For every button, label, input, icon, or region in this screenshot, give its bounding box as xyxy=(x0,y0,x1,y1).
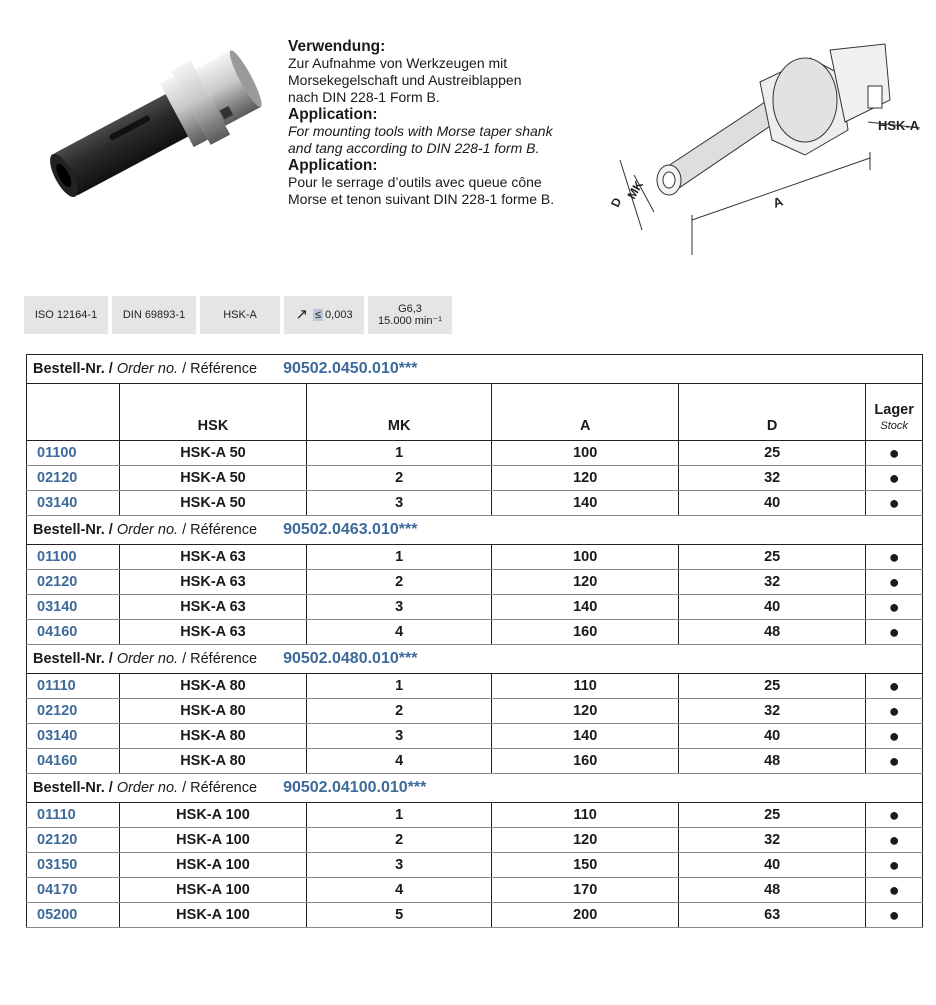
stock-indicator: ● xyxy=(866,878,923,903)
order-label-fr: / Référence xyxy=(182,780,258,796)
morse-taper: 3 xyxy=(306,491,492,516)
table-row xyxy=(27,620,923,645)
table-row xyxy=(27,466,923,491)
stock-indicator: ● xyxy=(866,853,923,878)
table-row xyxy=(27,595,923,620)
column-header: MK xyxy=(306,384,492,441)
diameter-d: 25 xyxy=(678,441,865,466)
diameter-d: 40 xyxy=(678,853,865,878)
morse-taper: 2 xyxy=(306,828,492,853)
label-a: A xyxy=(770,193,785,211)
stock-header-de: Lager xyxy=(874,402,914,418)
table-row xyxy=(27,749,923,774)
order-label-de: Bestell-Nr. / xyxy=(33,522,113,538)
article-number: 02120 xyxy=(27,466,120,491)
hsk-size: HSK-A 100 xyxy=(120,903,307,928)
runout-value: 0,003 xyxy=(325,309,353,321)
order-number: 90502.0450.010*** xyxy=(283,360,418,377)
order-group-header xyxy=(27,645,923,674)
text-fr-line: Morse et tenon suivant DIN 228-1 forme B. xyxy=(288,191,555,207)
hsk-size: HSK-A 50 xyxy=(120,441,307,466)
order-group-header xyxy=(27,355,923,384)
length-a: 110 xyxy=(492,674,679,699)
diameter-d: 25 xyxy=(678,803,865,828)
order-label-de: Bestell-Nr. / xyxy=(33,361,113,377)
morse-taper: 2 xyxy=(306,466,492,491)
hsk-size: HSK-A 80 xyxy=(120,724,307,749)
table-row xyxy=(27,878,923,903)
order-label-fr: / Référence xyxy=(182,361,258,377)
diameter-d: 48 xyxy=(678,878,865,903)
hsk-size: HSK-A 100 xyxy=(120,878,307,903)
table-row xyxy=(27,828,923,853)
spec-balance xyxy=(368,296,452,334)
order-label-en: Order no. xyxy=(116,651,179,667)
table-row xyxy=(27,724,923,749)
length-a: 120 xyxy=(492,699,679,724)
morse-taper: 3 xyxy=(306,853,492,878)
balance-grade: G6,3 xyxy=(398,303,422,315)
article-number: 01100 xyxy=(27,545,120,570)
order-label xyxy=(33,522,257,538)
heading-de: Verwendung: xyxy=(288,38,386,55)
order-label-fr: / Référence xyxy=(182,522,258,538)
morse-taper: 5 xyxy=(306,903,492,928)
table-row xyxy=(27,903,923,928)
length-a: 110 xyxy=(492,803,679,828)
article-number: 04170 xyxy=(27,878,120,903)
table-row xyxy=(27,803,923,828)
text-de-line: Morsekegelschaft und Austreiblappen xyxy=(288,72,522,88)
diameter-d: 32 xyxy=(678,828,865,853)
label-hsk: HSK-A xyxy=(878,118,920,133)
article-number: 01110 xyxy=(27,803,120,828)
order-number: 90502.0480.010*** xyxy=(283,650,418,667)
hsk-size: HSK-A 80 xyxy=(120,699,307,724)
stock-indicator: ● xyxy=(866,828,923,853)
diameter-d: 40 xyxy=(678,595,865,620)
article-number: 01110 xyxy=(27,674,120,699)
stock-indicator: ● xyxy=(866,441,923,466)
stock-indicator: ● xyxy=(866,674,923,699)
spec-badges xyxy=(24,296,452,334)
stock-indicator: ● xyxy=(866,595,923,620)
morse-taper: 4 xyxy=(306,878,492,903)
hsk-size: HSK-A 80 xyxy=(120,674,307,699)
stock-indicator: ● xyxy=(866,620,923,645)
morse-taper: 2 xyxy=(306,570,492,595)
order-label-fr: / Référence xyxy=(182,651,258,667)
runout-lte: ≤ xyxy=(315,309,322,321)
stock-indicator: ● xyxy=(866,570,923,595)
text-de-line: Zur Aufnahme von Werkzeugen mit xyxy=(288,55,508,71)
diameter-d: 25 xyxy=(678,674,865,699)
order-number: 90502.04100.010*** xyxy=(283,779,427,796)
table-row xyxy=(27,545,923,570)
column-header: D xyxy=(678,384,865,441)
length-a: 160 xyxy=(492,620,679,645)
stock-indicator: ● xyxy=(866,545,923,570)
morse-taper: 2 xyxy=(306,699,492,724)
spec-din: DIN 69893-1 xyxy=(112,296,196,334)
table-row xyxy=(27,491,923,516)
length-a: 140 xyxy=(492,595,679,620)
stock-indicator: ● xyxy=(866,903,923,928)
text-en-line: For mounting tools with Morse taper shank xyxy=(288,123,553,139)
length-a: 120 xyxy=(492,828,679,853)
label-mk: MK xyxy=(624,178,646,202)
spec-iso: ISO 12164-1 xyxy=(24,296,108,334)
diameter-d: 40 xyxy=(678,724,865,749)
article-number: 04160 xyxy=(27,749,120,774)
table-row xyxy=(27,674,923,699)
order-label-de: Bestell-Nr. / xyxy=(33,651,113,667)
table-row xyxy=(27,853,923,878)
spec-runout xyxy=(284,296,364,334)
order-label xyxy=(33,651,257,667)
morse-taper: 1 xyxy=(306,545,492,570)
stock-indicator: ● xyxy=(866,749,923,774)
hsk-size: HSK-A 80 xyxy=(120,749,307,774)
article-number: 03150 xyxy=(27,853,120,878)
article-number: 04160 xyxy=(27,620,120,645)
diameter-d: 32 xyxy=(678,699,865,724)
article-number: 01100 xyxy=(27,441,120,466)
article-number: 05200 xyxy=(27,903,120,928)
order-group-header xyxy=(27,774,923,803)
hsk-size: HSK-A 63 xyxy=(120,570,307,595)
stock-indicator: ● xyxy=(866,803,923,828)
hsk-size: HSK-A 63 xyxy=(120,545,307,570)
diameter-d: 48 xyxy=(678,620,865,645)
diameter-d: 32 xyxy=(678,466,865,491)
heading-en: Application: xyxy=(288,106,378,123)
table-row xyxy=(27,570,923,595)
article-number: 02120 xyxy=(27,699,120,724)
product-photo xyxy=(20,30,270,230)
morse-taper: 1 xyxy=(306,441,492,466)
morse-taper: 1 xyxy=(306,803,492,828)
morse-taper: 1 xyxy=(306,674,492,699)
length-a: 150 xyxy=(492,853,679,878)
description xyxy=(288,38,608,208)
order-label-de: Bestell-Nr. / xyxy=(33,780,113,796)
hsk-size: HSK-A 100 xyxy=(120,828,307,853)
article-number: 03140 xyxy=(27,724,120,749)
stock-indicator: ● xyxy=(866,491,923,516)
morse-taper: 4 xyxy=(306,620,492,645)
order-table xyxy=(26,354,923,928)
technical-drawing xyxy=(600,30,930,260)
spec-hsk: HSK-A xyxy=(200,296,280,334)
morse-taper: 4 xyxy=(306,749,492,774)
hsk-size: HSK-A 50 xyxy=(120,491,307,516)
diameter-d: 32 xyxy=(678,570,865,595)
article-number: 02120 xyxy=(27,570,120,595)
diameter-d: 48 xyxy=(678,749,865,774)
label-d: D xyxy=(608,195,625,210)
length-a: 100 xyxy=(492,545,679,570)
length-a: 120 xyxy=(492,466,679,491)
table-header-row xyxy=(27,384,923,441)
hsk-size: HSK-A 63 xyxy=(120,595,307,620)
order-label-en: Order no. xyxy=(116,780,179,796)
table-row xyxy=(27,441,923,466)
article-number: 03140 xyxy=(27,595,120,620)
stock-indicator: ● xyxy=(866,466,923,491)
order-label xyxy=(33,780,257,796)
length-a: 140 xyxy=(492,491,679,516)
stock-indicator: ● xyxy=(866,724,923,749)
length-a: 200 xyxy=(492,903,679,928)
hsk-size: HSK-A 63 xyxy=(120,620,307,645)
diameter-d: 25 xyxy=(678,545,865,570)
hsk-size: HSK-A 100 xyxy=(120,803,307,828)
column-header: HSK xyxy=(120,384,307,441)
order-label-en: Order no. xyxy=(116,522,179,538)
text-en-line: and tang according to DIN 228-1 form B. xyxy=(288,140,540,156)
stock-header xyxy=(866,384,923,441)
article-number: 03140 xyxy=(27,491,120,516)
diameter-d: 40 xyxy=(678,491,865,516)
length-a: 170 xyxy=(492,878,679,903)
length-a: 140 xyxy=(492,724,679,749)
length-a: 100 xyxy=(492,441,679,466)
order-number: 90502.0463.010*** xyxy=(283,521,418,538)
stock-header-en: Stock xyxy=(880,420,908,432)
morse-taper: 3 xyxy=(306,595,492,620)
article-number: 02120 xyxy=(27,828,120,853)
order-label-en: Order no. xyxy=(116,361,179,377)
diameter-d: 63 xyxy=(678,903,865,928)
length-a: 160 xyxy=(492,749,679,774)
order-group-header xyxy=(27,516,923,545)
column-header: A xyxy=(492,384,679,441)
morse-taper: 3 xyxy=(306,724,492,749)
runout-arrow-icon: ↗ xyxy=(295,306,308,323)
text-fr-line: Pour le serrage d’outils avec queue cône xyxy=(288,174,542,190)
order-label xyxy=(33,361,257,377)
hsk-size: HSK-A 100 xyxy=(120,853,307,878)
hsk-size: HSK-A 50 xyxy=(120,466,307,491)
heading-fr: Application: xyxy=(288,157,378,174)
balance-rpm: 15.000 min⁻¹ xyxy=(378,315,442,327)
length-a: 120 xyxy=(492,570,679,595)
stock-indicator: ● xyxy=(866,699,923,724)
text-de-line: nach DIN 228-1 Form B. xyxy=(288,89,440,105)
table-row xyxy=(27,699,923,724)
